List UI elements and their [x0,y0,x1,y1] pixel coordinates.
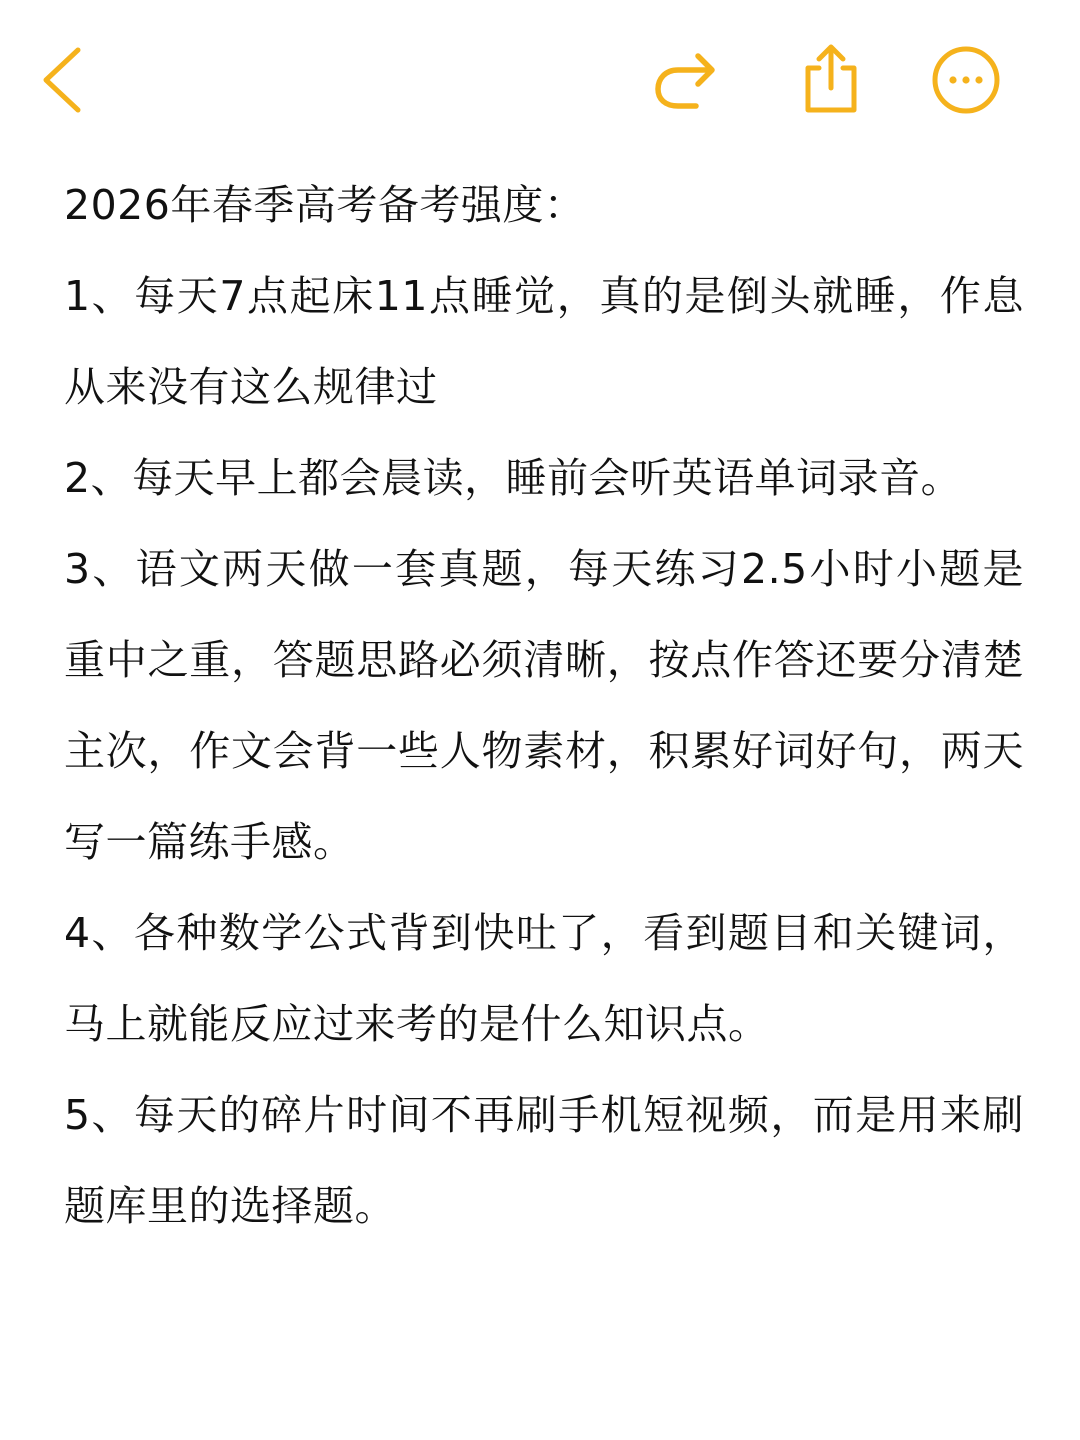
back-button[interactable] [36,42,96,118]
more-options-button[interactable] [928,42,1004,118]
more-options-icon [928,42,1004,118]
redo-button[interactable] [648,46,724,116]
note-item-4: 4、各种数学公式背到快吐了，看到题目和关键词，马上就能反应过来考的是什么知识点。 [64,909,1024,1048]
note-toolbar [0,0,1080,150]
note-item-3: 3、语文两天做一套真题，每天练习2.5小时小题是重中之重，答题思路必须清晰，按点作答还要分清楚主次，作文会背一些人物素材，积累好词好句，两天写一篇练手感。 [64,545,1024,866]
note-body[interactable] [64,160,1024,1252]
share-button[interactable] [796,40,866,120]
note-item-1: 1、每天7点起床11点睡觉，真的是倒头就睡，作息从来没有这么规律过 [64,272,1024,411]
share-upload-icon [796,40,866,120]
forward-redo-icon [648,46,724,116]
note-item-2: 2、每天早上都会晨读，睡前会听英语单词录音。 [64,454,963,502]
back-chevron-icon [36,42,96,118]
note-item-5: 5、每天的碎片时间不再刷手机短视频，而是用来刷题库里的选择题。 [64,1091,1024,1230]
note-title: 2026年春季高考备考强度： [64,181,586,229]
